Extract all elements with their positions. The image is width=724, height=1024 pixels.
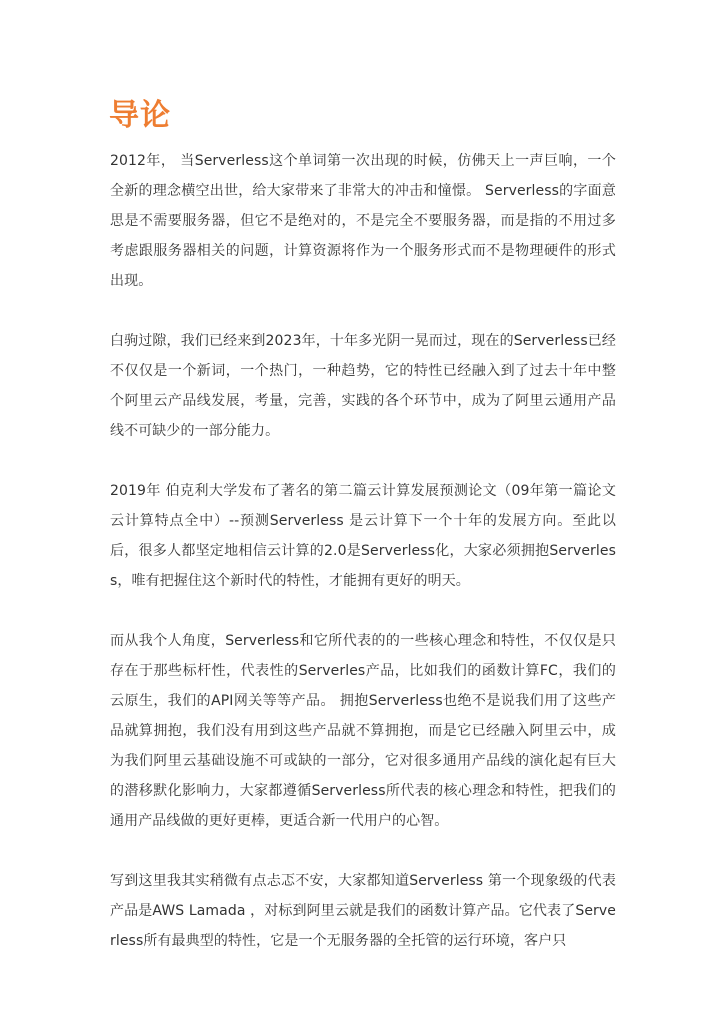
paragraph-1: 2012年， 当Serverless这个单词第一次出现的时候，仿佛天上一声巨响，一个全新的理念横空出世，给大家带来了非常大的冲击和憧憬。 Serverless的字面意思是不需要服务器，但它不是绝对的，不是完全不要服务器，而是指的不用过多考虑跟服务器相关的问题，计算资源将作为一个服务形式而不是物理硬件的形式出现。 (110, 153, 616, 289)
paragraph-5: 写到这里我其实稍微有点忐忑不安，大家都知道Serverless 第一个现象级的代表产品是AWS Lamada ，对标到阿里云就是我们的函数计算产品。它代表了Serverless所有最典型的特性，它是一个无服务器的全托管的运行环境，客户只 (110, 873, 616, 949)
paragraph-2: 白驹过隙，我们已经来到2023年，十年多光阴一晃而过，现在的Serverless已经不仅仅是一个新词，一个热门，一种趋势，它的特性已经融入到了过去十年中整个阿里云产品线发展，考量，完善，实践的各个环节中，成为了阿里云通用产品线不可缺少的一部分能力。 (110, 333, 616, 439)
paragraph-3: 2019年 伯克利大学发布了著名的第二篇云计算发展预测论文（09年第一篇论文云计算特点全中）--预测Serverless 是云计算下一个十年的发展方向。至此以后，很多人都坚定地相信云计算的2.0是Serverless化，大家必须拥抱Serverless，唯有把握住这个新时代的特性，才能拥有更好的明天。 (110, 483, 616, 589)
section-title: 导论 (109, 98, 171, 133)
body-text (110, 146, 616, 986)
paragraph-4: 而从我个人角度，Serverless和它所代表的的一些核心理念和特性，不仅仅是只存在于那些标杆性，代表性的Serverles产品，比如我们的函数计算FC，我们的云原生，我们的API网关等等产品。 拥抱Serverless也绝不是说我们用了这些产品就算拥抱，我们没有用到这些产品就不算拥抱，而是它已经融入阿里云中，成为我们阿里云基础设施不可或缺的一部分，它对很多通用产品线的演化起有巨大的潜移默化影响力，大家都遵循Serverless所代表的核心理念和特性，把我们的通用产品线做的更好更棒，更适合新一代用户的心智。 (110, 633, 616, 829)
